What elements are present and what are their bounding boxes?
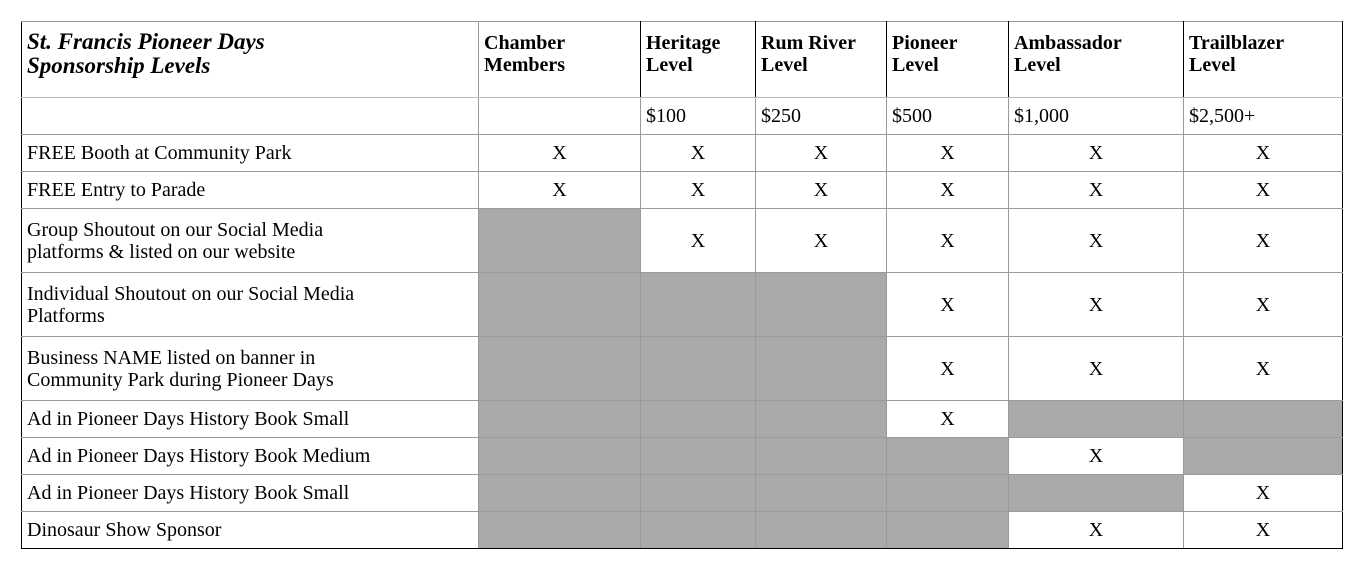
unavailable-cell-heritage-level [641,475,756,512]
column-header-chamber-members [479,22,641,98]
benefit-label-line-1: Group Shoutout on our Social Media [27,218,324,241]
table-row [22,438,1343,475]
price-pioneer-level: $500 [887,98,1009,135]
column-header-pioneer-level [887,22,1009,98]
unavailable-cell-ambassador-level [1009,475,1184,512]
price-row-label [22,98,479,135]
price-chamber-members [479,98,641,135]
included-mark-ambassador-level: X [1009,135,1184,172]
unavailable-cell-rum-river-level [756,401,887,438]
table-row [22,401,1343,438]
column-header-trailblazer-level [1184,22,1343,98]
table-row [22,475,1343,512]
included-mark-ambassador-level: X [1009,337,1184,401]
included-mark-heritage-level: X [641,172,756,209]
column-header-line-2: Members [484,54,566,76]
benefit-label-line-2: Community Park during Pioneer Days [27,368,334,391]
included-mark-pioneer-level: X [887,273,1009,337]
included-mark-trailblazer-level: X [1184,337,1343,401]
benefit-label-line-1: FREE Entry to Parade [27,179,206,201]
included-mark-pioneer-level: X [887,135,1009,172]
unavailable-cell-heritage-level [641,401,756,438]
unavailable-cell-heritage-level [641,438,756,475]
included-mark-trailblazer-level: X [1184,135,1343,172]
column-header-ambassador-level [1009,22,1184,98]
included-mark-trailblazer-level: X [1184,475,1343,512]
benefit-label-line-1: Dinosaur Show Sponsor [27,519,222,541]
included-mark-chamber-members: X [479,135,641,172]
unavailable-cell-heritage-level [641,273,756,337]
benefit-label-line-2: platforms & listed on our website [27,240,296,263]
table-row [22,337,1343,401]
unavailable-cell-heritage-level [641,337,756,401]
table-body [22,22,1343,549]
price-rum-river-level: $250 [756,98,887,135]
price-ambassador-level: $1,000 [1009,98,1184,135]
included-mark-heritage-level: X [641,209,756,273]
unavailable-cell-trailblazer-level [1184,401,1343,438]
unavailable-cell-rum-river-level [756,438,887,475]
unavailable-cell-chamber-members [479,475,641,512]
column-header-heritage-level [641,22,756,98]
benefit-label-line-1: Ad in Pioneer Days History Book Medium [27,445,371,467]
unavailable-cell-pioneer-level [887,475,1009,512]
table-row [22,512,1343,549]
column-header-line-1: Heritage [646,32,721,54]
included-mark-trailblazer-level: X [1184,512,1343,549]
benefit-label-line-1: Business NAME listed on banner in [27,346,316,369]
column-header-line-2: Level [761,54,808,76]
unavailable-cell-chamber-members [479,438,641,475]
unavailable-cell-rum-river-level [756,337,887,401]
column-header-line-1: Trailblazer [1189,32,1285,54]
unavailable-cell-trailblazer-level [1184,438,1343,475]
table-row [22,172,1343,209]
unavailable-cell-rum-river-level [756,475,887,512]
column-header-line-1: Chamber [484,32,566,54]
benefit-label [22,401,479,438]
benefit-label [22,512,479,549]
included-mark-ambassador-level: X [1009,172,1184,209]
table-title [22,22,479,98]
unavailable-cell-chamber-members [479,209,641,273]
unavailable-cell-rum-river-level [756,273,887,337]
unavailable-cell-chamber-members [479,273,641,337]
included-mark-pioneer-level: X [887,209,1009,273]
benefit-label [22,475,479,512]
column-header-line-1: Rum River [761,32,856,54]
unavailable-cell-heritage-level [641,512,756,549]
benefit-label [22,438,479,475]
benefit-label [22,209,479,273]
price-trailblazer-level: $2,500+ [1184,98,1343,135]
unavailable-cell-rum-river-level [756,512,887,549]
benefit-label-line-1: Ad in Pioneer Days History Book Small [27,482,350,504]
included-mark-trailblazer-level: X [1184,273,1343,337]
included-mark-ambassador-level: X [1009,438,1184,475]
included-mark-trailblazer-level: X [1184,209,1343,273]
column-header-line-1: Ambassador [1014,32,1122,54]
included-mark-rum-river-level: X [756,209,887,273]
unavailable-cell-chamber-members [479,337,641,401]
unavailable-cell-pioneer-level [887,438,1009,475]
included-mark-pioneer-level: X [887,401,1009,438]
price-heritage-level: $100 [641,98,756,135]
unavailable-cell-pioneer-level [887,512,1009,549]
included-mark-ambassador-level: X [1009,512,1184,549]
table-row [22,209,1343,273]
title-line-1: St. Francis Pioneer Days [27,29,265,54]
benefit-label [22,337,479,401]
column-header-line-2: Level [646,54,693,76]
included-mark-ambassador-level: X [1009,209,1184,273]
benefit-label [22,172,479,209]
unavailable-cell-chamber-members [479,512,641,549]
sponsorship-table [21,21,1343,549]
included-mark-rum-river-level: X [756,172,887,209]
column-header-line-2: Level [1014,54,1061,76]
benefit-label [22,273,479,337]
unavailable-cell-ambassador-level [1009,401,1184,438]
table-row [22,135,1343,172]
table-row [22,273,1343,337]
included-mark-pioneer-level: X [887,337,1009,401]
included-mark-rum-river-level: X [756,135,887,172]
column-header-line-1: Pioneer [892,32,958,54]
benefit-label-line-1: Ad in Pioneer Days History Book Small [27,408,350,430]
included-mark-pioneer-level: X [887,172,1009,209]
included-mark-heritage-level: X [641,135,756,172]
included-mark-trailblazer-level: X [1184,172,1343,209]
column-header-line-2: Level [892,54,939,76]
benefit-label-line-2: Platforms [27,304,105,327]
title-line-2: Sponsorship Levels [27,53,211,78]
benefit-label [22,135,479,172]
included-mark-ambassador-level: X [1009,273,1184,337]
column-header-rum-river-level [756,22,887,98]
included-mark-chamber-members: X [479,172,641,209]
unavailable-cell-chamber-members [479,401,641,438]
column-header-line-2: Level [1189,54,1236,76]
benefit-label-line-1: FREE Booth at Community Park [27,142,292,164]
benefit-label-line-1: Individual Shoutout on our Social Media [27,282,355,305]
header-row [22,22,1343,98]
price-row [22,98,1343,135]
